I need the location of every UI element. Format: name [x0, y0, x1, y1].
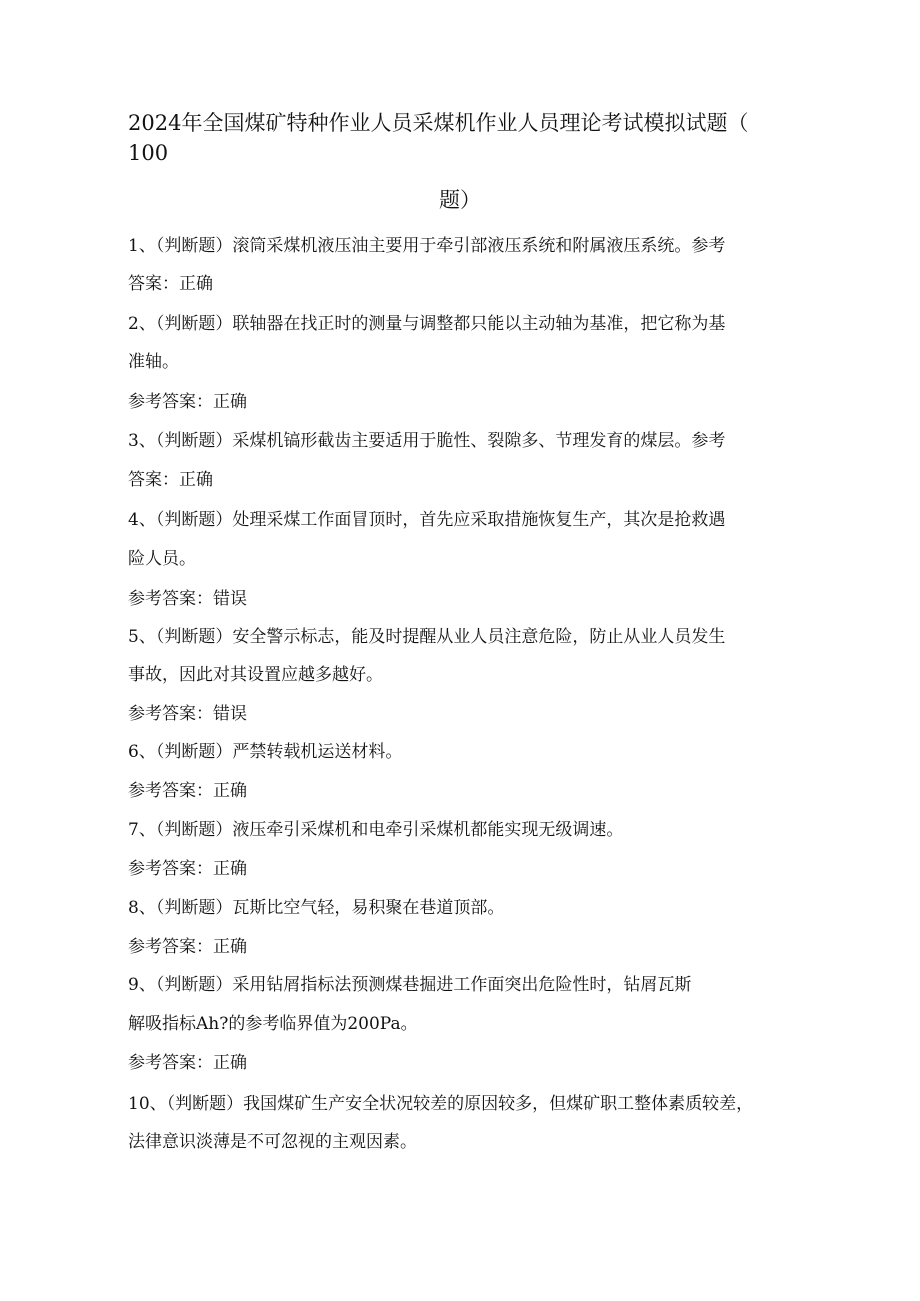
answer-5: 参考答案：错误	[128, 704, 247, 724]
question-6-line-1: 6、（判断题）严禁转载机运送材料。	[128, 742, 403, 762]
question-10-line-2: 法律意识淡薄是不可忽视的主观因素。	[128, 1132, 417, 1152]
answer-4: 参考答案：错误	[128, 589, 247, 609]
document-title-line-2: 100	[128, 141, 169, 165]
answer-3: 答案：正确	[128, 470, 213, 490]
question-5-line-2: 事故，因此对其设置应越多越好。	[128, 665, 383, 685]
question-4-line-1: 4、（判断题）处理采煤工作面冒顶时，首先应采取措施恢复生产，其次是抢救遇	[128, 510, 726, 530]
question-5-line-1: 5、（判断题）安全警示标志，能及时提醒从业人员注意危险，防止从业人员发生	[128, 627, 726, 647]
question-4-line-2: 险人员。	[128, 549, 196, 569]
question-8-line-1: 8、（判断题）瓦斯比空气轻，易积聚在巷道顶部。	[128, 898, 505, 918]
answer-9: 参考答案：正确	[128, 1053, 247, 1073]
question-3-line-1: 3、（判断题）采煤机镐形截齿主要适用于脆性、裂隙多、节理发育的煤层。参考	[128, 431, 726, 451]
question-7-line-1: 7、（判断题）液压牵引采煤机和电牵引采煤机都能实现无级调速。	[128, 820, 624, 840]
question-2-line-1: 2、（判断题）联轴器在找正时的测量与调整都只能以主动轴为基准，把它称为基	[128, 314, 726, 334]
answer-6: 参考答案：正确	[128, 781, 247, 801]
question-9-line-2: 解吸指标Ah?的参考临界值为200Pa。	[128, 1014, 418, 1034]
document-title-line-3: 题）	[439, 188, 481, 212]
answer-1: 答案：正确	[128, 274, 213, 294]
question-2-line-2: 准轴。	[128, 352, 179, 372]
question-10-line-1: 10、（判断题）我国煤矿生产安全状况较差的原因较多，但煤矿职工整体素质较差，	[128, 1094, 754, 1114]
question-9-line-1: 9、（判断题）采用钻屑指标法预测煤巷掘进工作面突出危险性时，钻屑瓦斯	[128, 975, 692, 995]
answer-8: 参考答案：正确	[128, 937, 247, 957]
answer-2: 参考答案：正确	[128, 392, 247, 412]
answer-7: 参考答案：正确	[128, 859, 247, 879]
question-1-line-1: 1、（判断题）滚筒采煤机液压油主要用于牵引部液压系统和附属液压系统。参考	[128, 236, 726, 256]
document-title-line-1: 2024年全国煤矿特种作业人员采煤机作业人员理论考试模拟试题（	[128, 111, 749, 135]
